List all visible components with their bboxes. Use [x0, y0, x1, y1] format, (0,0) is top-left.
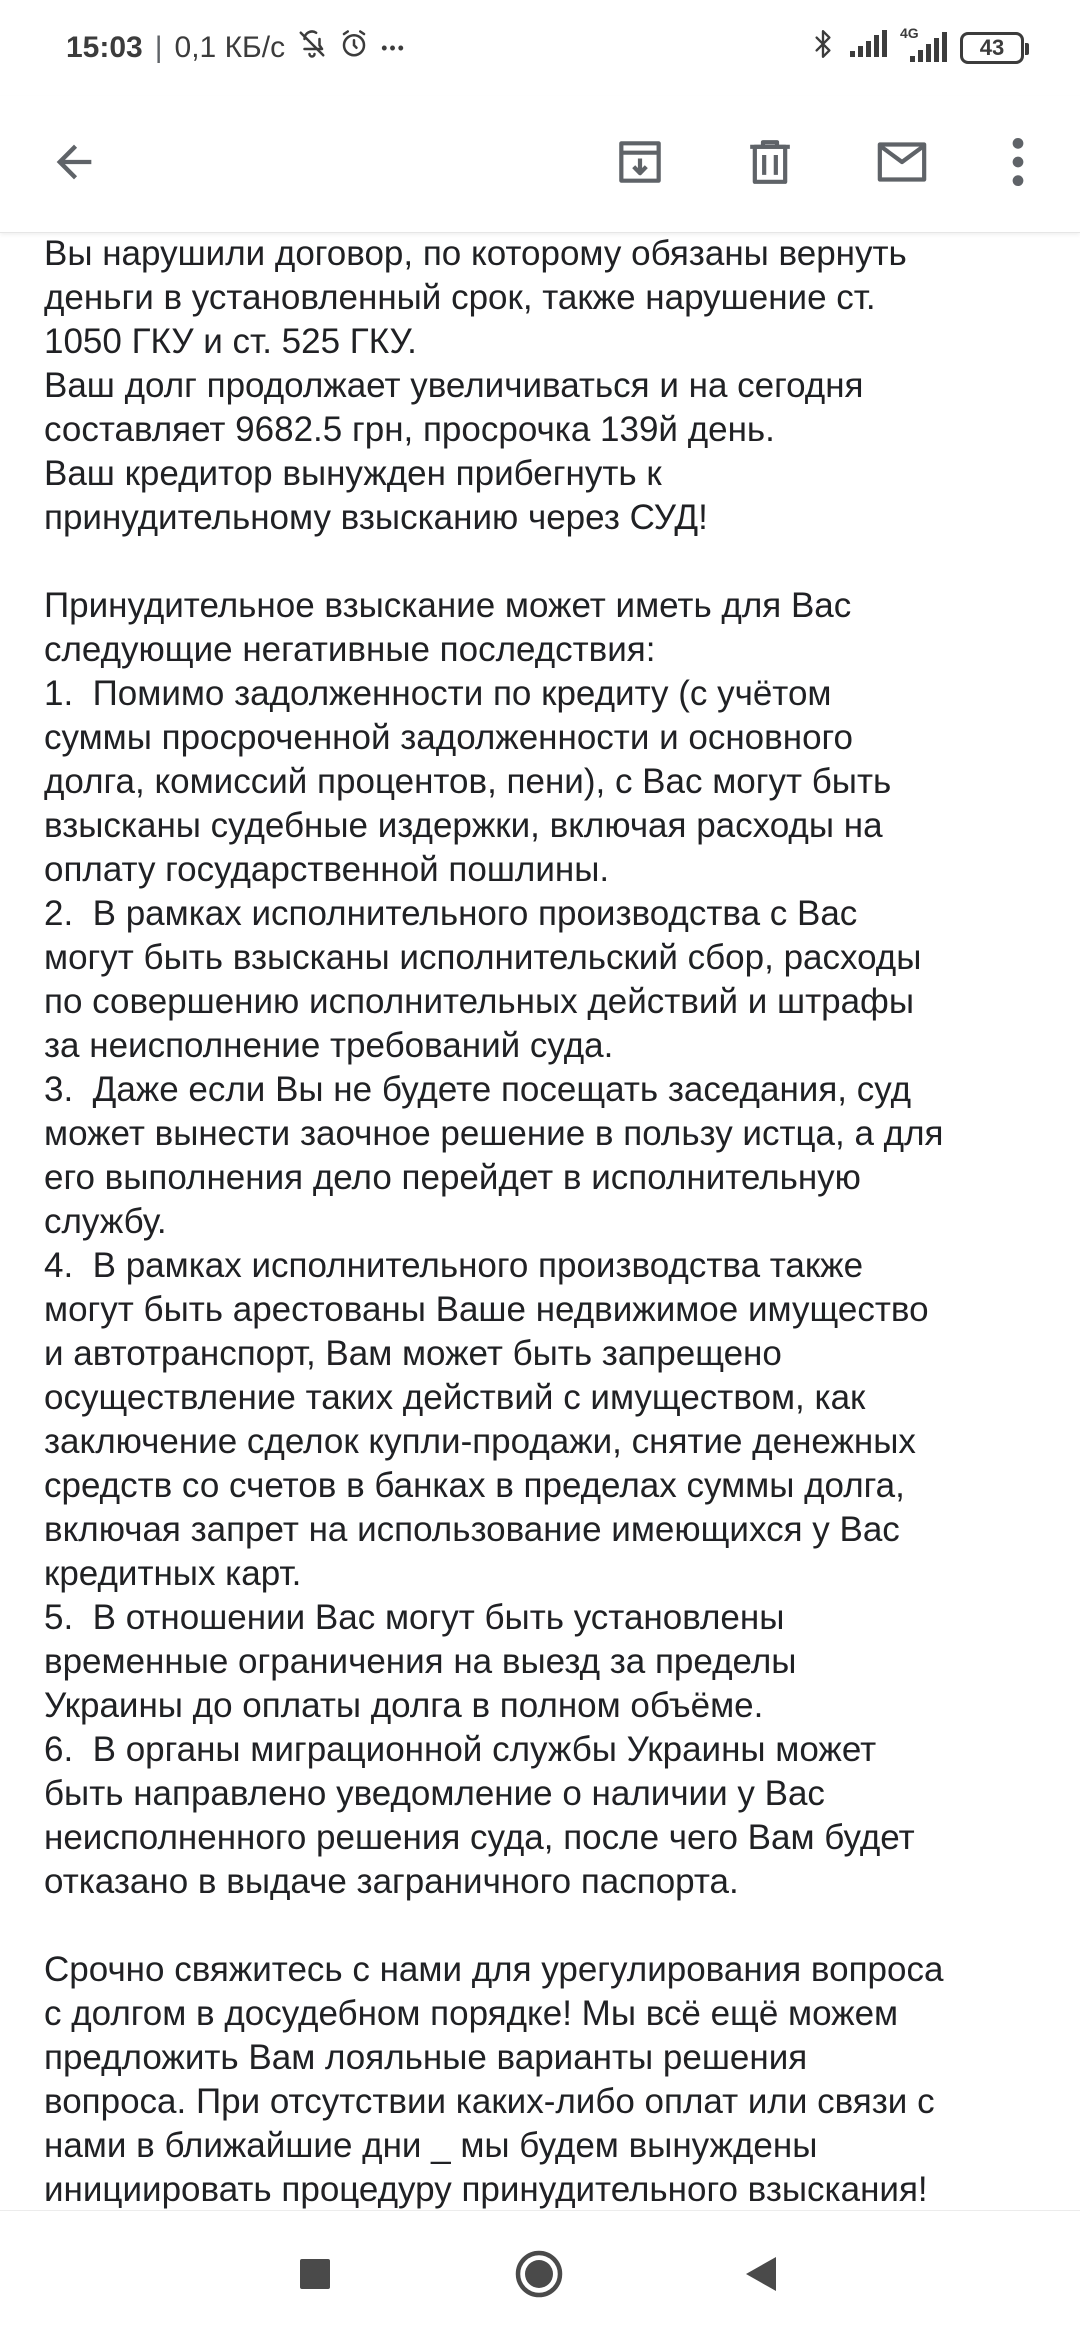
message-line: инициировать процедуру принудительного взыскания! [44, 2170, 928, 2209]
status-bar [0, 0, 1080, 96]
message-line: и автотранспорт, Вам может быть запрещено [44, 1334, 782, 1373]
home-circle-icon [514, 2249, 564, 2304]
message-text [44, 232, 1024, 2210]
status-separator: | [154, 31, 163, 64]
message-line: заключение сделок купли-продажи, снятие денежных [44, 1422, 916, 1461]
status-right [810, 25, 1024, 68]
message-line: долга, комиссий процентов, пени), с Вас могут быть [44, 762, 892, 801]
message-line: осуществление таких действий с имуществом, как [44, 1378, 866, 1417]
paragraph-spacer [44, 540, 1024, 584]
message-line: принудительному взысканию через СУД! [44, 498, 708, 537]
message-line: взысканы судебные издержки, включая расходы на [44, 806, 883, 845]
back-triangle-icon [742, 2254, 780, 2299]
message-line: составляет 9682.5 грн, просрочка 139й день. [44, 410, 775, 449]
message-line: 4. В рамках исполнительного производства также [44, 1246, 864, 1285]
message-line: Принудительное взыскание может иметь для Вас [44, 586, 852, 625]
message-line: вопроса. При отсутствии каких-либо оплат или связи с [44, 2082, 935, 2121]
message-line: оплату государственной пошлины. [44, 850, 610, 889]
message-line: неисполненного решения суда, после чего Вам будет [44, 1818, 915, 1857]
message-line: Вы нарушили договор, по которому обязаны вернуть [44, 234, 907, 273]
message-line: по совершению исполнительных действий и штрафы [44, 982, 914, 1021]
message-line: деньги в установленный срок, также нарушение ст. [44, 278, 876, 317]
battery-level: 43 [979, 35, 1005, 60]
status-time: 15:03 [66, 31, 143, 64]
message-line: 6. В органы миграционной службы Украины может [44, 1730, 877, 1769]
message-line: средств со счетов в банках в пределах суммы долга, [44, 1466, 905, 1505]
message-line: нами в ближайшие дни _ мы будем вынуждены [44, 2126, 818, 2165]
message-line: за неисполнение требований суда. [44, 1026, 614, 1065]
message-body [0, 232, 1080, 2210]
message-line: могут быть взысканы исполнительский сбор, расходы [44, 938, 922, 977]
message-line: временные ограничения на выезд за пределы [44, 1642, 797, 1681]
back-button[interactable] [30, 120, 118, 208]
message-line: может вынести заочное решение в пользу истца, а для [44, 1114, 944, 1153]
message-line: 1. Помимо задолженности по кредиту (с учётом [44, 674, 832, 713]
message-line: службу. [44, 1202, 167, 1241]
message-line: включая запрет на использование имеющихся у Вас [44, 1510, 900, 1549]
message-line: могут быть арестованы Ваше недвижимое имущество [44, 1290, 929, 1329]
recents-button[interactable] [270, 2231, 360, 2321]
message-line: кредитных карт. [44, 1554, 302, 1593]
alarm-icon [339, 29, 369, 67]
message-line: Ваш кредитор вынужден прибегнуть к [44, 454, 662, 493]
message-line: 1050 ГКУ и ст. 525 ГКУ. [44, 322, 417, 361]
message-line: следующие негативные последствия: [44, 630, 656, 669]
paragraph-spacer [44, 1904, 1024, 1948]
more-options-button[interactable] [974, 120, 1062, 208]
message-line: Украины до оплаты долга в полном объёме. [44, 1686, 764, 1725]
network-type-label: 4G [900, 25, 919, 41]
battery-icon [960, 32, 1024, 64]
back-arrow-icon [48, 136, 100, 193]
more-vert-icon [1008, 134, 1028, 195]
message-line: с долгом в досудебном порядке! Мы всё ещё можем [44, 1994, 899, 2033]
back-nav-button[interactable] [716, 2231, 806, 2321]
message-line: суммы просроченной задолженности и основного [44, 718, 853, 757]
app-bar [0, 96, 1080, 233]
home-button[interactable] [494, 2231, 584, 2321]
net-speed: 0,1 КБ/с [174, 31, 286, 64]
delete-button[interactable] [726, 120, 814, 208]
message-line: 3. Даже если Вы не будете посещать заседания, суд [44, 1070, 911, 1109]
status-left [66, 29, 406, 67]
bell-off-icon [297, 29, 327, 67]
message-line: предложить Вам лояльные варианты решения [44, 2038, 808, 2077]
message-line: Срочно свяжитесь с нами для урегулирования вопроса [44, 1950, 944, 1989]
signal-4g-icon [900, 25, 948, 65]
mark-unread-button[interactable] [858, 120, 946, 208]
more-status-indicator: ••• [381, 37, 406, 58]
recents-square-icon [298, 2257, 332, 2296]
message-line: Ваш долг продолжает увеличиваться и на сегодня [44, 366, 864, 405]
message-line: 5. В отношении Вас могут быть установлены [44, 1598, 785, 1637]
archive-icon [612, 134, 668, 195]
archive-button[interactable] [596, 120, 684, 208]
system-nav-bar [0, 2210, 1080, 2341]
message-line: отказано в выдаче заграничного паспорта. [44, 1862, 739, 1901]
bluetooth-icon [810, 28, 836, 68]
message-line: быть направлено уведомление о наличии у Вас [44, 1774, 825, 1813]
message-line: 2. В рамках исполнительного производства с Вас [44, 894, 858, 933]
mail-icon [872, 134, 932, 195]
delete-icon [742, 134, 798, 195]
signal-icon [848, 29, 888, 67]
message-line: его выполнения дело перейдет в исполнительную [44, 1158, 861, 1197]
